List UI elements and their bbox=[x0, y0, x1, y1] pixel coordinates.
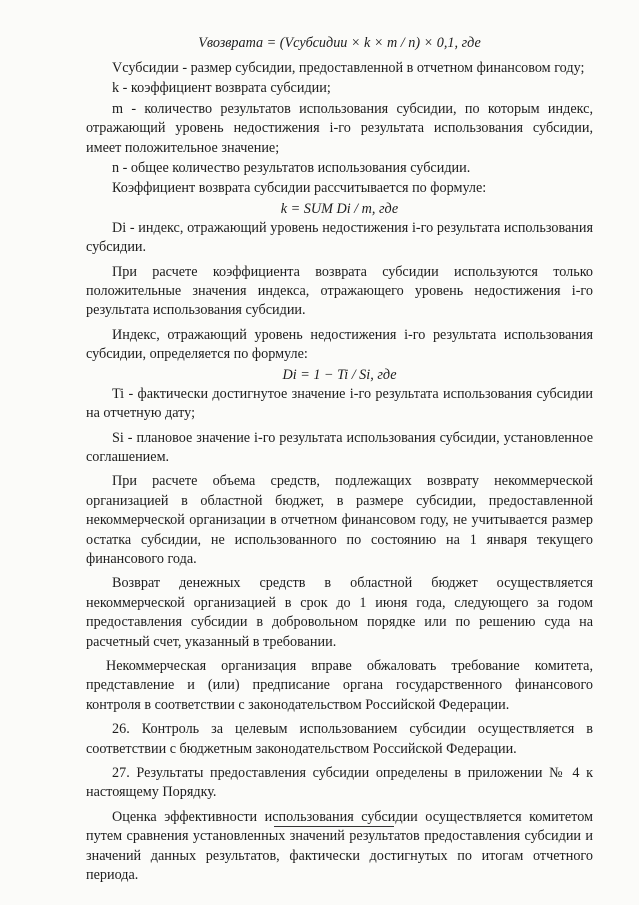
paragraph-item-27: 27. Результаты предоставления субсидии определены в приложении № 4 к настоящему Порядку. bbox=[86, 765, 593, 801]
paragraph-positive-values: При расчете коэффициента возврата субсидии используются только положительные значения индекса, отражающего уровень недостижения i-го результата использования субсидии. bbox=[86, 263, 593, 319]
paragraph-si-definition: Si - плановое значение i-го результата использования субсидии, установленное соглашением. bbox=[86, 429, 593, 465]
paragraph-coefficient-intro: Коэффициент возврата субсидии рассчитывается по формуле: bbox=[112, 180, 487, 197]
formula-coefficient: k = SUM Di / m, где bbox=[280, 200, 399, 217]
paragraph-refund-deadline: Возврат денежных средств в областной бюджет осуществляется некоммерческой организацией в срок до 1 июня года, следующего за годом предоставления субсидии в добровольном порядке или по решению суда на расчетный счет, указанный в требовании. bbox=[86, 575, 593, 650]
paragraph-ti-definition: Ti - фактически достигнутое значение i-го результата использования субсидии на отчетную дату; bbox=[86, 385, 593, 422]
paragraph-index-intro: Индекс, отражающий уровень недостижения i-го результата использования субсидии, определяется по формуле: bbox=[86, 326, 593, 363]
formula-refund-volume: Vвозврата = (Vсубсидии × k × m / n) × 0,1, где bbox=[198, 35, 481, 51]
paragraph-efficiency-assessment: Оценка эффективности использования субсидии осуществляется комитетом путем сравнения установленных значений результатов предоставления субсидии и значений данных результатов, фактически достигнутых по итогам отчетного периода. bbox=[86, 808, 593, 884]
paragraph-n-count: n - общее количество результатов использования субсидии. bbox=[112, 160, 471, 177]
paragraph-m-count: m - количество результатов использования субсидии, по которым индекс, отражающий уровень недостижения i-го результата использования субсидии, имеет положительное значение; bbox=[86, 100, 593, 156]
end-separator-line bbox=[274, 826, 394, 827]
formula-index: Di = 1 − Ti / Si, где bbox=[282, 366, 397, 383]
paragraph-di-definition: Di - индекс, отражающий уровень недостижения i-го результата использования субсидии. bbox=[86, 219, 593, 256]
paragraph-k-coefficient: k - коэффициент возврата субсидии; bbox=[112, 80, 331, 97]
paragraph-item-26: 26. Контроль за целевым использованием субсидии осуществляется в соответствии с бюджетным законодательством Российской Федерации. bbox=[86, 721, 593, 757]
paragraph-appeal-right: Некоммерческая организация вправе обжаловать требование комитета, представление и (или) предписание органа государственного финансового контроля в соответствии с законодательством Российской Федерации. bbox=[86, 657, 593, 713]
paragraph-v-subsidy: Vсубсидии - размер субсидии, предоставленной в отчетном финансовом году; bbox=[112, 60, 585, 76]
paragraph-remainder-note: При расчете объема средств, подлежащих возврату некоммерческой организацией в областной бюджет, в размере субсидии, предоставленной некоммерческой организации в отчетном финансовом году, не учитывается размер остатка субсидии, не использованного по состоянию на 1 января текущего финансового года. bbox=[86, 473, 593, 567]
